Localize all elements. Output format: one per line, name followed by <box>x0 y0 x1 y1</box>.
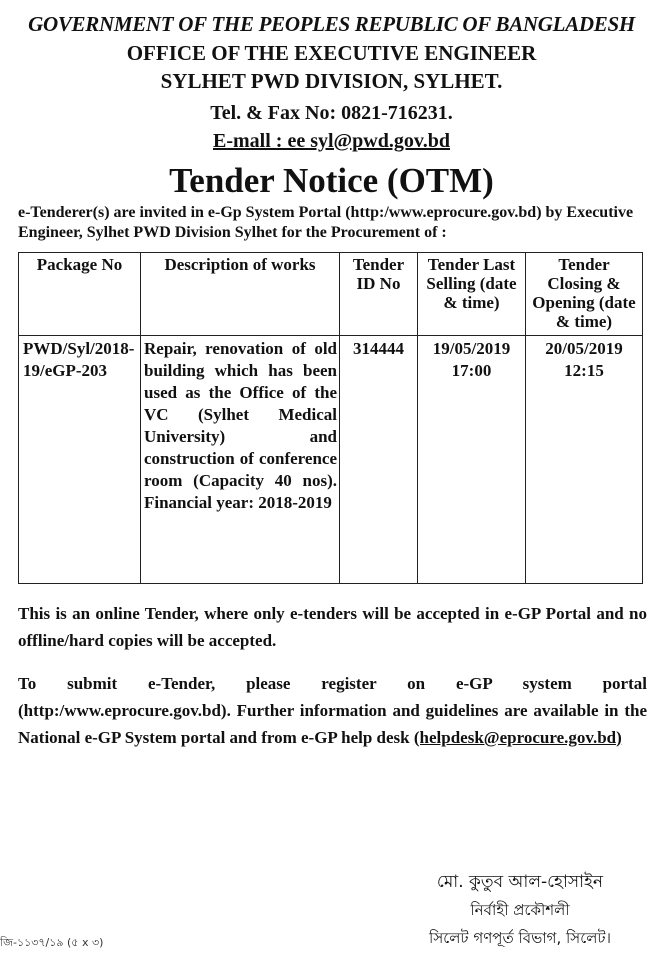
tender-table <box>18 252 643 584</box>
submission-paragraph <box>0 670 663 751</box>
office-title: OFFICE OF THE EXECUTIVE ENGINEER <box>126 41 537 66</box>
table-header-row <box>19 252 643 335</box>
signature-block <box>400 868 640 952</box>
closing-time: 12:15 <box>564 360 604 380</box>
cell-closing <box>526 335 643 583</box>
notice-header <box>0 12 663 153</box>
submission-text: To submit e-Tender, please register on e-GP system portal (http:/www.eprocure.gov.bd). Further information and guidelines are available in the National e-GP System portal and from e-GP help desk <box>18 673 647 747</box>
signatory-designation: নির্বাহী প্রকৌশলী <box>470 901 570 919</box>
header-last-selling: Tender Last Selling (date & time) <box>418 252 526 335</box>
cell-package: PWD/Syl/2018-19/eGP-203 <box>19 335 141 583</box>
last-selling-time: 17:00 <box>451 360 492 380</box>
tel-fax: Tel. & Fax No: 0821-716231. <box>210 101 453 124</box>
signatory-office: সিলেট গণপূর্ত বিভাগ, সিলেট। <box>429 929 611 947</box>
cell-last-selling <box>418 335 526 583</box>
helpdesk-email: (helpdesk@eprocure.gov.bd) <box>413 727 622 747</box>
header-closing: Tender Closing & Opening (date & time) <box>526 252 643 335</box>
header-description: Description of works <box>141 252 340 335</box>
intro-text: e-Tenderer(s) are invited in e-Gp System Portal (http:/www.eprocure.gov.bd) by Executive Engineer, Sylhet PWD Division Sylhet for the Procurement of : <box>18 203 634 241</box>
notice-title: Tender Notice (OTM) <box>169 160 494 200</box>
last-selling-date: 19/05/2019 <box>432 338 511 358</box>
email-line: E-mall : ee syl@pwd.gov.bd <box>213 129 450 152</box>
online-tender-paragraph: This is an online Tender, where only e-tenders will be accepted in e-GP Portal and no offline/hard copies will be accepted. <box>18 603 647 650</box>
signatory-name: মো. কুতুব আল-হোসাইন <box>436 872 604 892</box>
memo-reference: জি-১১৩৭/১৯ (৫ x ৩) <box>0 936 104 949</box>
cell-tender-id: 314444 <box>340 335 418 583</box>
government-title: GOVERNMENT OF THE PEOPLES REPUBLIC OF BANGLADESH <box>28 12 635 36</box>
closing-date: 20/05/2019 <box>545 338 623 358</box>
table-row <box>19 335 643 583</box>
cell-description: Repair, renovation of old building which has been used as the Office of the VC (Sylhet Medical University) and construction of conference room (Capacity 40 nos). Financial year: 2018-2019 <box>141 335 340 583</box>
header-package: Package No <box>19 252 141 335</box>
division-title: SYLHET PWD DIVISION, SYLHET. <box>160 69 503 94</box>
header-tender-id: Tender ID No <box>340 252 418 335</box>
